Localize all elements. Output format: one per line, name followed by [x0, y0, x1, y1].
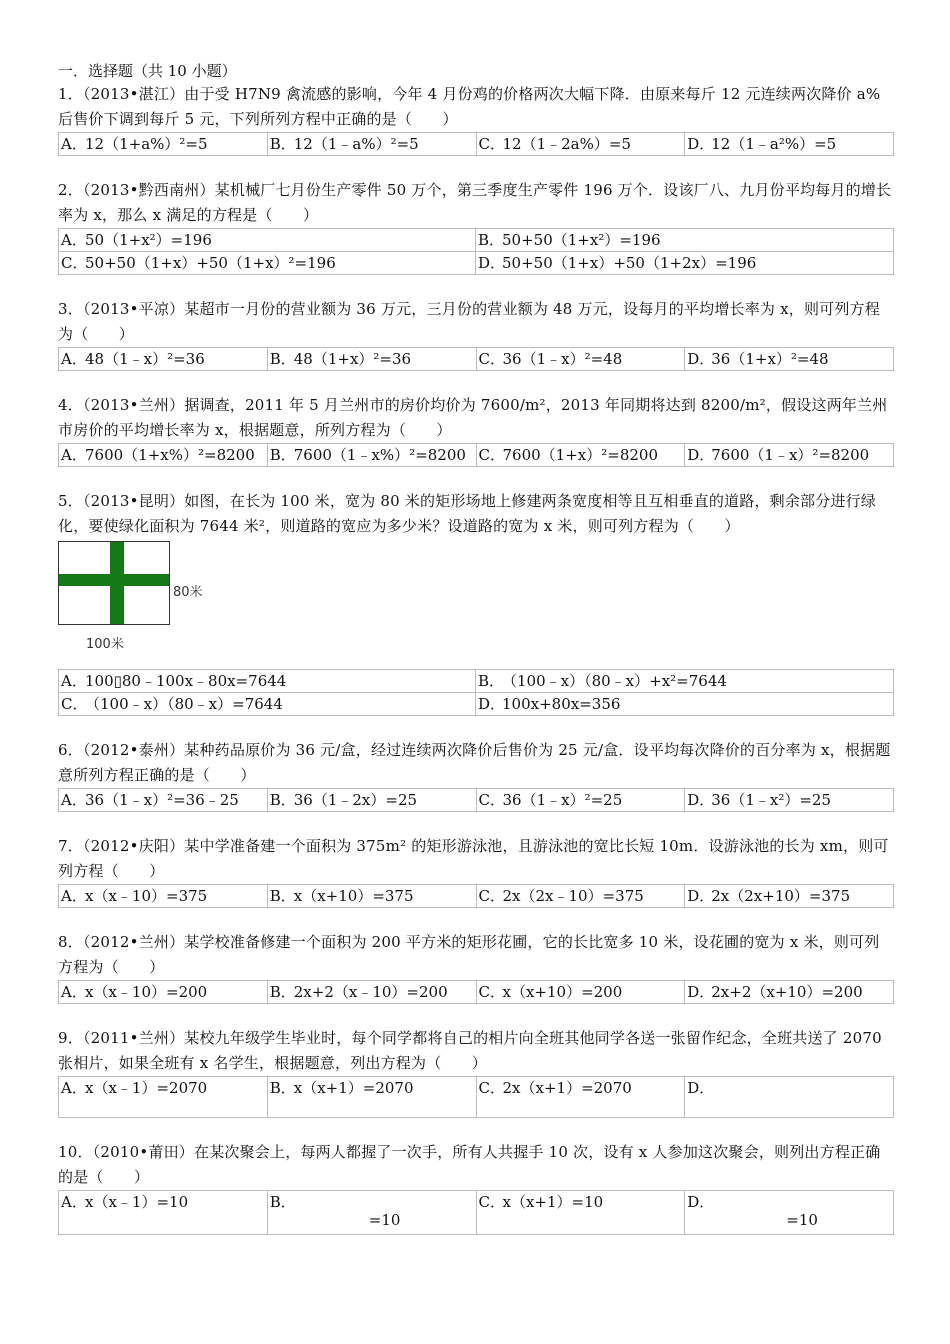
option-label-d: D． [685, 133, 708, 156]
option-label-c: C． [59, 693, 82, 716]
option-label-c: C． [476, 1191, 499, 1235]
question-stem: 1．（2013•湛江）由于受 H7N9 禽流感的影响，今年 4 月份鸡的价格两次大幅下降．由原来每斤 12 元连续两次降价 a%后售价下调到每斤 5 元，下列所列方程中正确的是（ ） [58, 85, 881, 128]
question-stem: 2．（2013•黔西南州）某机械厂七月份生产零件 50 万个，第三季度生产零件 196 万个．设该厂八、九月份平均每月的增长率为 x，那么 x 满足的方程是（ ） [58, 181, 892, 224]
option-label-d: D． [685, 1191, 708, 1235]
question-stem: 6．（2012•泰州）某种药品原价为 36 元/盒，经过连续两次降价后售价为 25 元/盒．设平均每次降价的百分率为 x，根据题意所列方程正确的是（ ） [58, 741, 891, 784]
option-c[interactable]: （100﹣x）（80﹣x）=7644 [81, 693, 476, 716]
option-label-a: A． [59, 670, 82, 693]
question-7 [58, 834, 894, 908]
option-label-a: A． [59, 348, 82, 371]
option-label-c: C． [476, 981, 499, 1004]
option-b[interactable]: 36（1﹣2x）=25 [290, 789, 476, 812]
question-stem: 7．（2012•庆阳）某中学准备建一个面积为 375m² 的矩形游泳池，且游泳池的宽比长短 10m．设游泳池的长为 xm，则可列方程（ ） [58, 837, 889, 880]
options-table [58, 347, 894, 371]
option-d[interactable]: 36（1+x）²=48 [707, 348, 893, 371]
option-b[interactable]: =10 [290, 1191, 476, 1235]
option-a[interactable]: x（x﹣1）=10 [81, 1191, 267, 1235]
option-label-b: B． [476, 229, 499, 252]
question-10 [58, 1140, 894, 1235]
option-label-d: D． [685, 885, 708, 908]
question-2 [58, 178, 894, 275]
option-label-d: D． [685, 444, 708, 467]
option-c[interactable]: 36（1﹣x）²=25 [499, 789, 685, 812]
option-a[interactable]: 7600（1+x%）²=8200 [81, 444, 267, 467]
option-a[interactable]: 36（1﹣x）²=36﹣25 [81, 789, 267, 812]
option-label-b: B． [267, 885, 290, 908]
option-a[interactable]: 100▯80﹣100x﹣80x=7644 [81, 670, 476, 693]
option-label-c: C． [476, 789, 499, 812]
option-label-d: D． [685, 981, 708, 1004]
question-stem: 10．（2010•莆田）在某次聚会上，每两人都握了一次手，所有人共握手 10 次，设有 x 人参加这次聚会，则列出方程正确的是（ ） [58, 1143, 881, 1186]
option-b[interactable]: x（x+10）=375 [290, 885, 476, 908]
option-b[interactable]: 48（1+x）²=36 [290, 348, 476, 371]
option-a[interactable]: x（x﹣10）=200 [81, 981, 267, 1004]
option-label-b: B． [476, 670, 499, 693]
option-b[interactable]: x（x+1）=2070 [290, 1077, 476, 1118]
rectangle-field [58, 541, 170, 625]
option-label-a: A． [59, 1191, 82, 1235]
question-stem: 9．（2011•兰州）某校九年级学生毕业时，每个同学都将自己的相片向全班其他同学各送一张留作纪念，全班共送了 2070 张相片，如果全班有 x 名学生，根据题意，列出方程为（ ） [58, 1029, 882, 1072]
road-diagram [58, 541, 894, 661]
question-stem: 3．（2013•平凉）某超市一月份的营业额为 36 万元，三月份的营业额为 48 万元，设每月的平均增长率为 x，则可列方程为（ ） [58, 300, 880, 343]
option-label-c: C． [476, 885, 499, 908]
option-d[interactable]: 100x+80x=356 [498, 693, 894, 716]
option-a[interactable]: 48（1﹣x）²=36 [81, 348, 267, 371]
option-c[interactable]: 7600（1+x）²=8200 [499, 444, 685, 467]
option-c[interactable]: 36（1﹣x）²=48 [499, 348, 685, 371]
options-table [58, 788, 894, 812]
question-4 [58, 393, 894, 467]
options-table [58, 132, 894, 156]
option-label-a: A． [59, 133, 82, 156]
option-label-b: B． [267, 348, 290, 371]
option-d[interactable]: 36（1﹣x²）=25 [707, 789, 893, 812]
option-b[interactable]: 7600（1﹣x%）²=8200 [290, 444, 476, 467]
question-8 [58, 930, 894, 1004]
option-label-a: A． [59, 444, 82, 467]
option-label-d: D． [685, 789, 708, 812]
length-label: 100米 [86, 637, 124, 652]
question-1 [58, 82, 894, 156]
option-d[interactable] [707, 1077, 893, 1118]
option-label-d: D． [685, 348, 708, 371]
section-title: 一．选择题（共 10 小题） [58, 62, 237, 80]
option-label-d: D． [476, 693, 499, 716]
option-a[interactable]: 12（1+a%）²=5 [81, 133, 267, 156]
option-d[interactable]: 50+50（1+x）+50（1+2x）=196 [498, 252, 894, 275]
option-label-c: C． [476, 1077, 499, 1118]
option-label-a: A． [59, 1077, 82, 1118]
option-label-b: B． [267, 1191, 290, 1235]
option-a[interactable]: x（x﹣1）=2070 [81, 1077, 267, 1118]
option-a[interactable]: x（x﹣10）=375 [81, 885, 267, 908]
option-b[interactable]: （100﹣x）（80﹣x）+x²=7644 [498, 670, 894, 693]
option-label-c: C． [476, 444, 499, 467]
option-b[interactable]: 2x+2（x﹣10）=200 [290, 981, 476, 1004]
option-label-a: A． [59, 789, 82, 812]
option-label-c: C． [59, 252, 82, 275]
option-label-d: D． [685, 1077, 708, 1118]
options-table [58, 443, 894, 467]
option-c[interactable]: 12（1﹣2a%）=5 [499, 133, 685, 156]
option-label-b: B． [267, 444, 290, 467]
option-d[interactable]: 7600（1﹣x）²=8200 [707, 444, 893, 467]
question-stem: 5．（2013•昆明）如图，在长为 100 米，宽为 80 米的矩形场地上修建两条宽度相等且互相垂直的道路，剩余部分进行绿化，要使绿化面积为 7644 米²，则道路的宽应为多少米？设道路的宽为 x 米，则可列方程为（ ） [58, 492, 877, 535]
option-label-b: B． [267, 133, 290, 156]
question-6 [58, 738, 894, 812]
option-label-d: D． [476, 252, 499, 275]
question-3 [58, 297, 894, 371]
option-d[interactable]: 2x+2（x+10）=200 [707, 981, 893, 1004]
option-label-b: B． [267, 1077, 290, 1118]
option-c[interactable]: x（x+1）=10 [499, 1191, 685, 1235]
option-label-b: B． [267, 789, 290, 812]
question-5 [58, 489, 894, 716]
question-9 [58, 1026, 894, 1118]
option-b[interactable]: 50+50（1+x²）=196 [498, 229, 894, 252]
option-label-c: C． [476, 133, 499, 156]
option-label-b: B． [267, 981, 290, 1004]
option-d[interactable]: 2x（2x+10）=375 [707, 885, 893, 908]
options-table [58, 669, 894, 716]
option-d[interactable]: =10 [707, 1191, 893, 1235]
option-label-a: A． [59, 981, 82, 1004]
option-a[interactable]: 50（1+x²）=196 [81, 229, 476, 252]
option-b[interactable]: 12（1﹣a%）²=5 [290, 133, 476, 156]
options-table [58, 1190, 894, 1235]
option-c[interactable]: x（x+10）=200 [499, 981, 685, 1004]
options-table [58, 980, 894, 1004]
option-c[interactable]: 2x（2x﹣10）=375 [499, 885, 685, 908]
option-d[interactable]: 12（1﹣a²%）=5 [707, 133, 893, 156]
width-label: 80米 [173, 585, 203, 600]
question-stem: 4．（2013•兰州）据调查，2011 年 5 月兰州市的房价均价为 7600/m²，2013 年同期将达到 8200/m²，假设这两年兰州市房价的平均增长率为 x，根据题意，所列方程为（ ） [58, 396, 888, 439]
exam-page [58, 60, 894, 1235]
question-stem: 8．（2012•兰州）某学校准备修建一个面积为 200 平方米的矩形花圃，它的长比宽多 10 米，设花圃的宽为 x 米，则可列方程为（ ） [58, 933, 880, 976]
option-label-c: C． [476, 348, 499, 371]
option-label-a: A． [59, 885, 82, 908]
vertical-road [110, 542, 124, 624]
option-label-a: A． [59, 229, 82, 252]
option-c[interactable]: 2x（x+1）=2070 [499, 1077, 685, 1118]
options-table [58, 884, 894, 908]
options-table [58, 228, 894, 275]
option-c[interactable]: 50+50（1+x）+50（1+x）²=196 [81, 252, 476, 275]
options-table [58, 1076, 894, 1118]
